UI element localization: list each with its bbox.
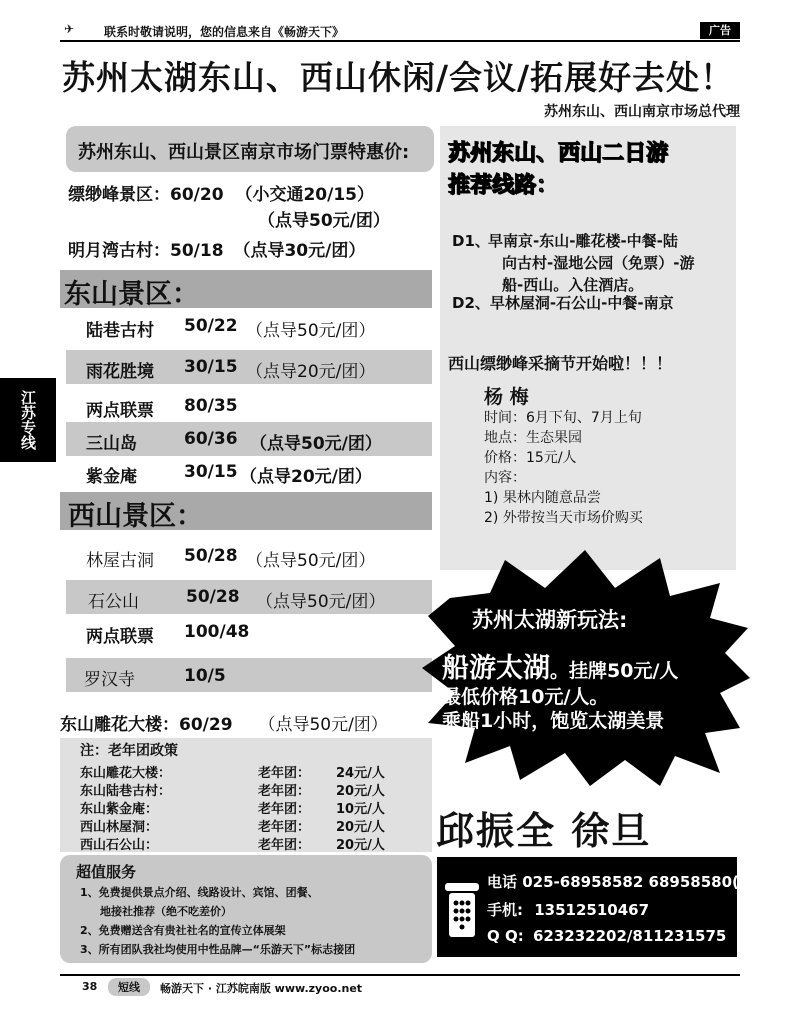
- spot-price: 30/15: [184, 357, 238, 377]
- senior-place: 东山雕花大楼：: [80, 766, 172, 781]
- spot-name: 林屋古洞: [86, 551, 154, 571]
- side-tab: 江苏专线: [0, 378, 56, 462]
- contact-box: [437, 857, 756, 957]
- phone-label: 电话: [487, 873, 518, 891]
- senior-place: 东山紫金庵：: [80, 802, 159, 817]
- senior-price: 20元/人: [336, 838, 385, 853]
- ticket-line-2: [258, 206, 390, 231]
- contact-mobile: [487, 899, 649, 920]
- footer: [60, 974, 740, 998]
- burst-big: 船游太湖: [442, 653, 550, 684]
- senior-price: 20元/人: [336, 784, 385, 799]
- spot-name: 罗汉寺: [84, 670, 135, 690]
- route-title: 苏州东山、西山二日游: [448, 141, 669, 166]
- spot-price: 50/22: [184, 316, 238, 336]
- dongshan-title: 东山景区：: [64, 279, 199, 310]
- service-item: 3、所有团队我社均使用中性品牌—“乐游天下”标志接团: [80, 943, 356, 956]
- route-day-label: D2、: [452, 294, 490, 312]
- picking-line: 内容：: [484, 470, 526, 486]
- spot-note: （点导50元/团）: [250, 434, 382, 454]
- route-d1: [452, 230, 736, 294]
- contact-qq: [487, 927, 726, 945]
- senior-price: 20元/人: [336, 820, 385, 835]
- mobile-label: 手机:: [487, 901, 523, 919]
- burst-line-3: 乘船1小时，饱览太湖美景: [442, 710, 665, 732]
- spot-note: （点导50元/团）: [246, 321, 376, 341]
- senior-price: 10元/人: [336, 802, 385, 817]
- senior-row: [80, 816, 385, 835]
- ad-tag: 广告: [700, 22, 740, 39]
- spot-name: 三山岛: [86, 434, 137, 454]
- burst-line1-tail: 。挂牌50元/人: [550, 660, 679, 682]
- picking-line: 地点：生态果园: [484, 430, 582, 446]
- spot-name: 紫金庵: [86, 467, 137, 487]
- dongshan-row-3: [60, 392, 432, 422]
- senior-label: 老年团：: [258, 838, 311, 853]
- route-d2: [452, 292, 674, 314]
- burst-title: 苏州太湖新玩法:: [472, 608, 628, 632]
- spot-price: 50/28: [186, 587, 240, 607]
- spot-price: 30/15: [184, 462, 238, 482]
- service-items: [80, 883, 355, 959]
- ticket-price: 60/20: [170, 185, 224, 205]
- top-bar: [60, 20, 740, 42]
- ticket-name: 明月湾古村：: [68, 241, 170, 261]
- headline: 苏州太湖东山、西山休闲/会议/拓展好去处！: [62, 58, 735, 97]
- publication-label: 畅游天下 · 江苏皖南版 www.zyoo.net: [160, 982, 363, 995]
- spot-note: （点导50元/团）: [258, 715, 388, 735]
- spot-price: 60/36: [184, 429, 238, 449]
- service-item: 2、免费赠送含有贵社社名的宣传立体展架: [80, 924, 286, 937]
- xishan-row-1: [60, 542, 432, 572]
- phone-value: 025-68958582 68958580(F): [522, 873, 756, 891]
- service-item: 地接社推荐（绝不吃差价）: [100, 905, 232, 918]
- ticket-name: 缥缈峰景区：: [68, 185, 170, 205]
- spot-price: 50/28: [184, 546, 238, 566]
- route-title-2: 推荐线路：: [448, 173, 559, 198]
- senior-row: [80, 834, 385, 853]
- senior-policy-box: [60, 738, 432, 852]
- senior-row: [80, 798, 385, 817]
- picking-fruit: 杨 梅: [484, 386, 529, 408]
- senior-row: [80, 780, 385, 799]
- picking-line: 2) 外带按当天市场价购买: [484, 510, 643, 526]
- ticket-line-1: [68, 180, 374, 205]
- service-title: 超值服务: [76, 863, 137, 881]
- spot-name: 石公山: [88, 592, 139, 612]
- picking-headline: 西山缥缈峰采摘节开始啦！！！: [448, 354, 673, 373]
- senior-policy-rows: [80, 762, 385, 853]
- dongshan-row-1: [60, 312, 432, 342]
- ticket-line-3: [68, 236, 365, 261]
- senior-row: [80, 762, 385, 781]
- picking-details: [484, 408, 643, 528]
- route-d1-lines: [488, 230, 694, 296]
- senior-label: 老年团：: [258, 784, 311, 799]
- senior-label: 老年团：: [258, 766, 311, 781]
- spot-name: 两点联票: [86, 401, 154, 421]
- ticket-price: 50/18: [170, 241, 224, 261]
- route-line: 早南京-东山-雕花楼-中餐-陆: [488, 232, 678, 250]
- spot-note: （点导50元/团）: [256, 592, 386, 612]
- senior-label: 老年团：: [258, 802, 311, 817]
- ticket-note: （点导30元/团）: [233, 241, 366, 261]
- senior-place: 东山陆巷古村：: [80, 784, 172, 799]
- section-label: 短线: [108, 978, 150, 996]
- picking-line: 时间：6月下旬、7月上旬: [484, 410, 642, 426]
- service-item: 1、免费提供景点介绍、线路设计、宾馆、团餐、: [80, 886, 319, 899]
- spot-price: 60/29: [179, 715, 233, 735]
- qq-label: Q Q:: [487, 927, 524, 945]
- ticket-note: （点导50元/团）: [258, 211, 390, 231]
- phone-icon: [443, 879, 481, 939]
- dongshan-row-2: [66, 350, 432, 384]
- service-box: [60, 855, 432, 963]
- xishan-row-4: [66, 658, 432, 692]
- spot-note: （点导20元/团）: [246, 362, 376, 382]
- spot-name: 东山雕花大楼：: [60, 715, 179, 735]
- route-line: 早林屋洞-石公山-中餐-南京: [489, 294, 674, 312]
- burst-line-2: 最低价格10元/人。: [442, 686, 609, 708]
- senior-price: 24元/人: [336, 766, 385, 781]
- picking-line: 价格：15元/人: [484, 450, 577, 466]
- spot-name: 两点联票: [86, 627, 154, 647]
- contact-names: 邱振全 徐旦: [436, 809, 652, 853]
- route-box: [440, 126, 736, 570]
- xishan-row-2: [66, 580, 432, 614]
- burst-line-1: [442, 646, 678, 685]
- mobile-value: 13512510467: [534, 901, 650, 919]
- page-number: 38: [82, 980, 98, 993]
- xishan-title: 西山景区：: [68, 501, 203, 532]
- route-line: 船-西山。入住酒店。: [502, 276, 644, 294]
- xishan-row-3: [60, 618, 432, 648]
- contact-phone: [487, 871, 756, 892]
- dongshan-row-5: [60, 458, 432, 488]
- diaohua-line: [60, 710, 388, 735]
- spot-name: 雨花胜境: [86, 362, 154, 382]
- spot-price: 80/35: [184, 396, 238, 416]
- source-notice: 联系时敬请说明，您的信息来自《畅游天下》: [104, 25, 345, 39]
- spot-price: 100/48: [184, 622, 250, 642]
- senior-place: 西山石公山：: [80, 838, 159, 853]
- ticket-title: 苏州东山、西山景区南京市场门票特惠价:: [78, 142, 410, 163]
- senior-place: 西山林屋洞：: [80, 820, 159, 835]
- spot-note: （点导20元/团）: [240, 467, 372, 487]
- subhead: 苏州东山、西山南京市场总代理: [544, 104, 740, 120]
- qq-value: 623232202/811231575: [532, 927, 727, 945]
- spot-note: （点导50元/团）: [246, 551, 376, 571]
- logo-icon: ✈: [64, 22, 75, 36]
- dongshan-row-4: [66, 422, 432, 456]
- spot-name: 陆巷古村: [86, 321, 154, 341]
- ticket-note: （小交通20/15）: [235, 185, 374, 205]
- senior-policy-title: 注：老年团政策: [80, 743, 178, 759]
- route-line: 向古村-湿地公园（免票）-游: [502, 254, 695, 272]
- spot-price: 10/5: [184, 666, 226, 686]
- senior-label: 老年团：: [258, 820, 311, 835]
- route-day-label: D1、: [452, 232, 490, 250]
- picking-line: 1) 果林内随意品尝: [484, 490, 601, 506]
